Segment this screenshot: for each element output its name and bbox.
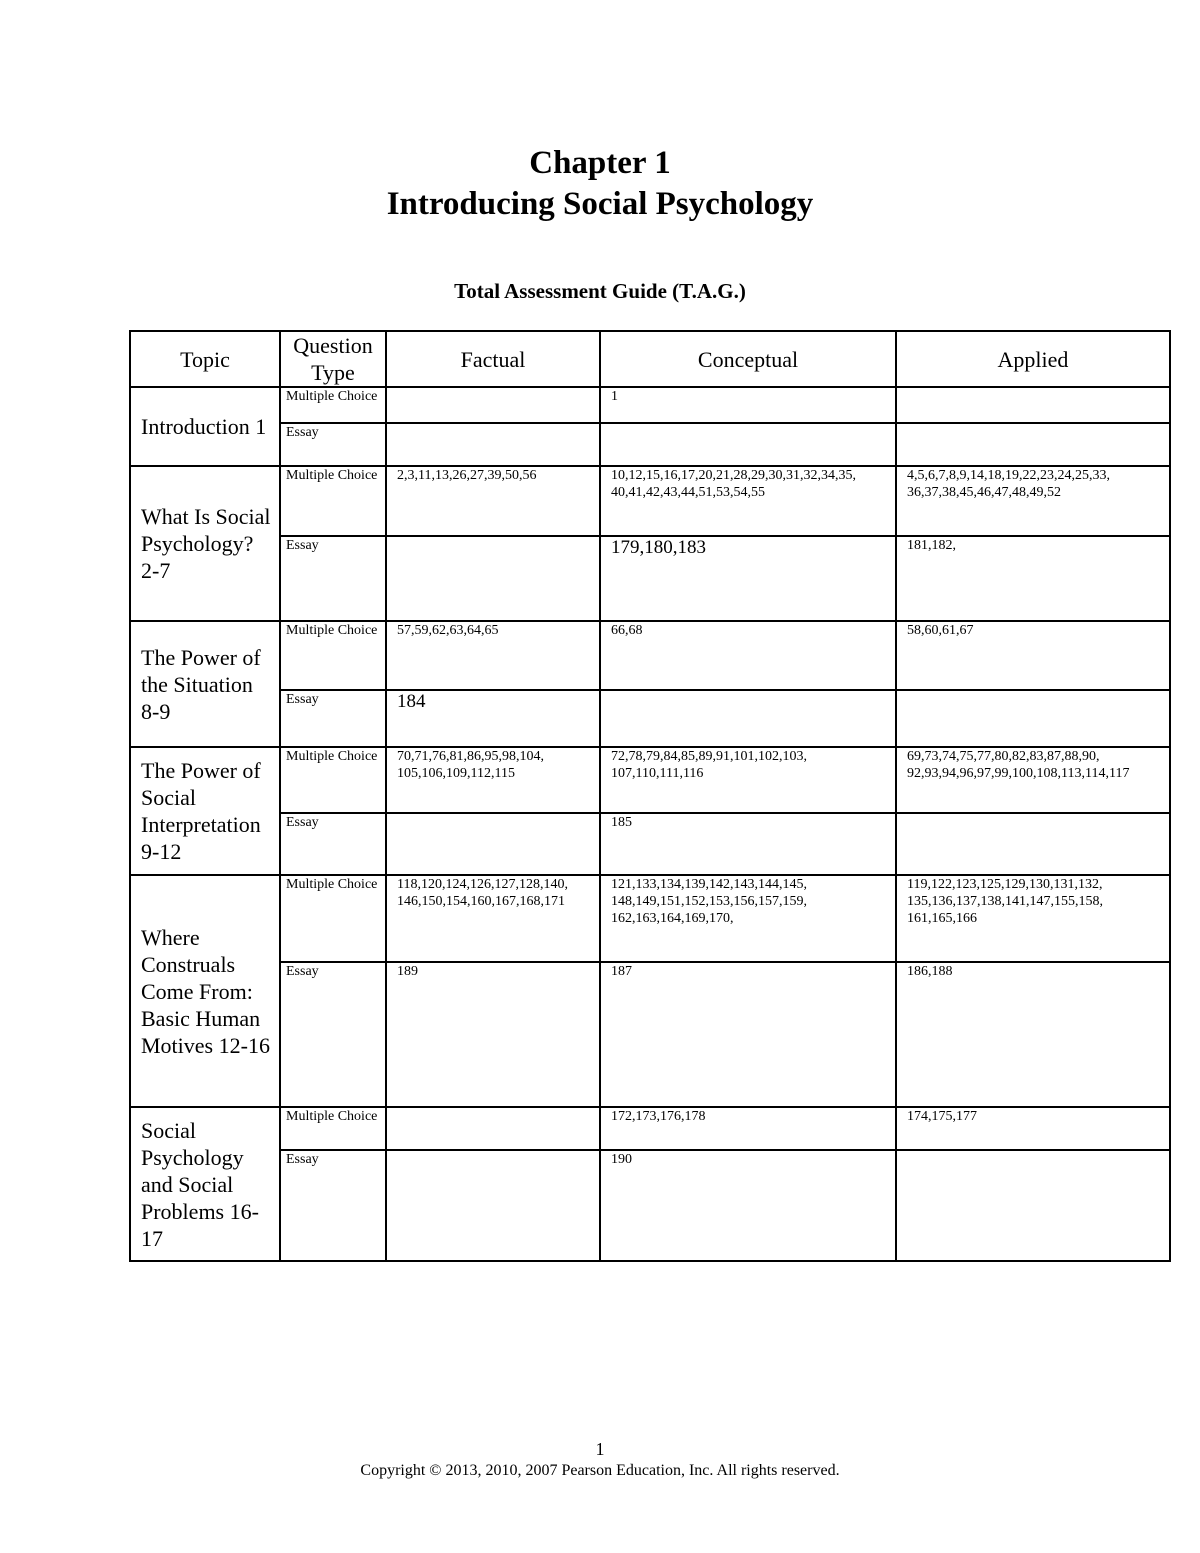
chapter-title: Introducing Social Psychology [386,186,814,222]
question-type-cell: Multiple Choice [280,466,386,536]
assessment-table [129,330,1171,1262]
conceptual-cell: 10,12,15,16,17,20,21,28,29,30,31,32,34,35, 40,41,42,43,44,51,53,54,55 [600,466,896,536]
chapter-number: Chapter 1 [529,145,671,181]
conceptual-cell: 190 [600,1150,896,1261]
applied-cell [896,423,1170,466]
factual-cell: 2,3,11,13,26,27,39,50,56 [386,466,600,536]
factual-cell [386,1150,600,1261]
question-type-cell: Essay [280,1150,386,1261]
header-question-type: Question Type [280,331,386,387]
factual-cell: 57,59,62,63,64,65 [386,621,600,690]
header-topic: Topic [130,331,280,387]
table-row [130,962,1170,1107]
question-type-cell: Multiple Choice [280,387,386,423]
conceptual-cell: 72,78,79,84,85,89,91,101,102,103, 107,110,111,116 [600,747,896,813]
table-row [130,875,1170,962]
guide-subtitle: Total Assessment Guide (T.A.G.) [454,279,746,303]
question-type-cell: Essay [280,423,386,466]
table-row [130,387,1170,423]
factual-cell: 70,71,76,81,86,95,98,104, 105,106,109,112,115 [386,747,600,813]
conceptual-cell: 172,173,176,178 [600,1107,896,1150]
copyright-notice: Copyright © 2013, 2010, 2007 Pearson Education, Inc. All rights reserved. [360,1462,840,1479]
factual-cell: 189 [386,962,600,1107]
applied-cell [896,387,1170,423]
question-type-cell: Essay [280,962,386,1107]
header-applied: Applied [896,331,1170,387]
applied-cell: 119,122,123,125,129,130,131,132, 135,136,137,138,141,147,155,158, 161,165,166 [896,875,1170,962]
topic-cell: Where Construals Come From: Basic Human Motives 12-16 [130,875,280,1107]
conceptual-cell [600,423,896,466]
conceptual-cell: 179,180,183 [600,536,896,621]
question-type-cell: Multiple Choice [280,621,386,690]
factual-cell: 184 [386,690,600,747]
table-row [130,1150,1170,1261]
question-type-cell: Multiple Choice [280,1107,386,1150]
question-type-cell: Essay [280,690,386,747]
factual-cell [386,1107,600,1150]
topic-cell: The Power of the Situation 8-9 [130,621,280,747]
header-conceptual: Conceptual [600,331,896,387]
applied-cell: 174,175,177 [896,1107,1170,1150]
question-type-cell: Essay [280,813,386,875]
topic-cell: What Is Social Psychology? 2-7 [130,466,280,621]
factual-cell [386,813,600,875]
conceptual-cell [600,690,896,747]
conceptual-cell: 185 [600,813,896,875]
conceptual-cell: 1 [600,387,896,423]
applied-cell [896,1150,1170,1261]
header-row [130,331,1170,387]
table-row [130,466,1170,536]
conceptual-cell: 187 [600,962,896,1107]
topic-cell: Social Psychology and Social Problems 16-17 [130,1107,280,1261]
applied-cell: 58,60,61,67 [896,621,1170,690]
applied-cell: 69,73,74,75,77,80,82,83,87,88,90, 92,93,94,96,97,99,100,108,113,114,117 [896,747,1170,813]
factual-cell [386,387,600,423]
question-type-cell: Multiple Choice [280,875,386,962]
factual-cell: 118,120,124,126,127,128,140, 146,150,154,160,167,168,171 [386,875,600,962]
table-row [130,813,1170,875]
applied-cell: 4,5,6,7,8,9,14,18,19,22,23,24,25,33, 36,37,38,45,46,47,48,49,52 [896,466,1170,536]
table-row [130,747,1170,813]
factual-cell [386,536,600,621]
question-type-cell: Essay [280,536,386,621]
applied-cell [896,813,1170,875]
topic-cell: The Power of Social Interpretation 9-12 [130,747,280,875]
applied-cell: 186,188 [896,962,1170,1107]
table-row [130,690,1170,747]
conceptual-cell: 121,133,134,139,142,143,144,145, 148,149,151,152,153,156,157,159, 162,163,164,169,170, [600,875,896,962]
header-factual: Factual [386,331,600,387]
applied-cell: 181,182, [896,536,1170,621]
table-row [130,423,1170,466]
conceptual-cell: 66,68 [600,621,896,690]
question-type-cell: Multiple Choice [280,747,386,813]
table-row [130,621,1170,690]
factual-cell [386,423,600,466]
applied-cell [896,690,1170,747]
page-number: 1 [595,1439,605,1459]
table-row [130,1107,1170,1150]
topic-cell: Introduction 1 [130,387,280,466]
table-row [130,536,1170,621]
